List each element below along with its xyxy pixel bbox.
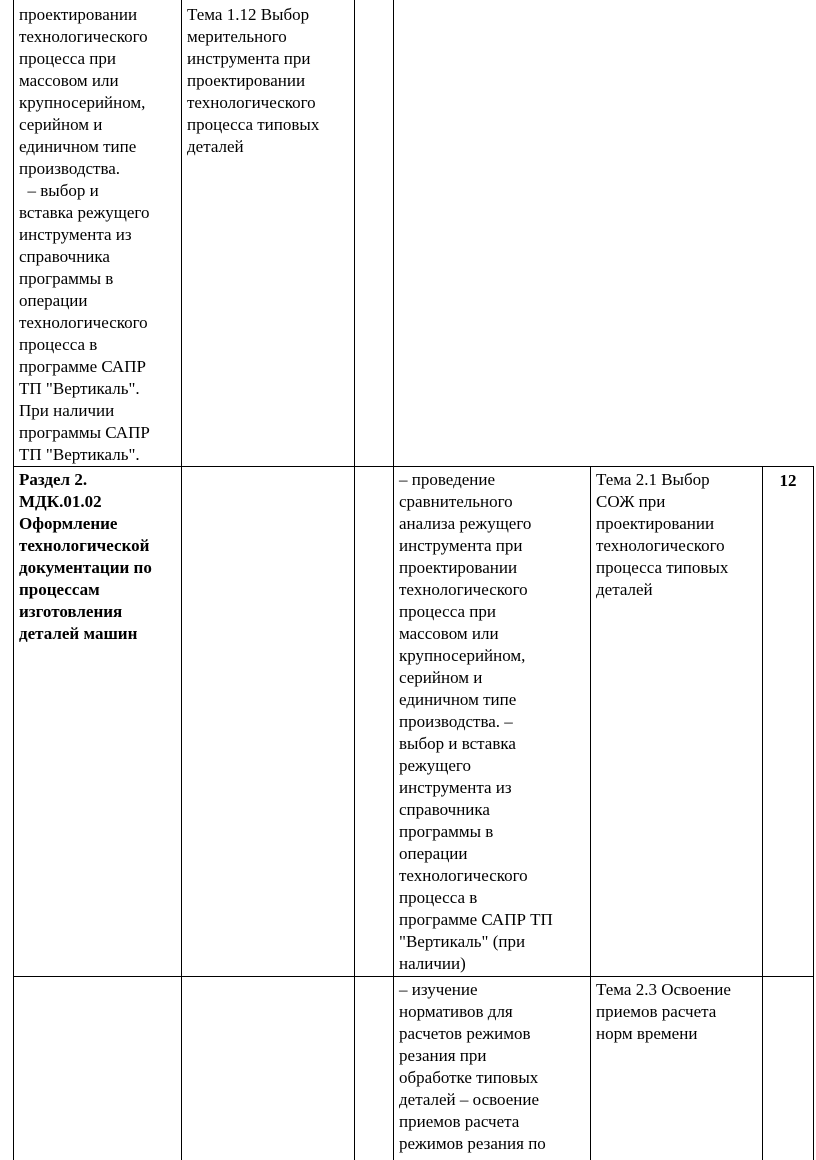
text-line: серийном и bbox=[399, 668, 483, 687]
text-line: Раздел 2. bbox=[19, 470, 88, 489]
text-line: массовом или bbox=[19, 71, 119, 90]
text-line: технологического bbox=[19, 27, 148, 46]
text-line: Тема 1.12 Выбор bbox=[187, 5, 310, 24]
text-line: приемов расчета bbox=[596, 1002, 717, 1021]
text-line: ТП "Вертикаль". bbox=[19, 445, 140, 464]
table-row-1-col1 bbox=[13, 0, 181, 466]
text-line: нормативов для bbox=[399, 1002, 513, 1021]
text-line: инструмента при bbox=[187, 49, 311, 68]
text-line: технологического bbox=[399, 866, 528, 885]
text-line: инструмента из bbox=[19, 225, 132, 244]
text-line: деталей – освоение bbox=[399, 1090, 540, 1109]
text-line: проектировании bbox=[187, 71, 306, 90]
table-row-2-section-title bbox=[13, 466, 181, 976]
text-line: единичном типе bbox=[19, 137, 137, 156]
text-line: программе САПР bbox=[19, 357, 146, 376]
table-border-col5-col6 bbox=[762, 466, 763, 1160]
text-line: программы САПР bbox=[19, 423, 150, 442]
table-row-2-topic bbox=[590, 466, 762, 976]
table-row-2-content bbox=[393, 466, 590, 976]
text-line: мерительного bbox=[187, 27, 287, 46]
text-line: деталей bbox=[187, 137, 244, 156]
text-line: режимов резания по bbox=[399, 1134, 546, 1153]
text-line: технологического bbox=[187, 93, 316, 112]
text-line: СОЖ при bbox=[596, 492, 666, 511]
text-line: процесса типовых bbox=[187, 115, 320, 134]
text-line: наличии) bbox=[399, 954, 466, 973]
text-line: расчетов режимов bbox=[399, 1024, 531, 1043]
text-line: проектировании bbox=[399, 558, 518, 577]
text-line: единичном типе bbox=[399, 690, 517, 709]
text-line: крупносерийном, bbox=[399, 646, 526, 665]
text-line: ТП "Вертикаль". bbox=[19, 379, 140, 398]
text-line: документации по bbox=[19, 558, 152, 577]
text-line: – проведение bbox=[399, 470, 496, 489]
text-line: технологической bbox=[19, 536, 150, 555]
table-border-col3-end-row1 bbox=[393, 0, 394, 466]
text-line: производства. bbox=[19, 159, 121, 178]
table-row-2-hours: 12 bbox=[779, 471, 797, 490]
text-line: вставка режущего bbox=[19, 203, 150, 222]
text-line: справочника bbox=[19, 247, 110, 266]
table-row-1-col2 bbox=[181, 0, 354, 466]
text-line: серийном и bbox=[19, 115, 103, 134]
table-border-right bbox=[813, 466, 814, 1160]
text-line: операции bbox=[19, 291, 88, 310]
text-line: режущего bbox=[399, 756, 471, 775]
text-line: операции bbox=[399, 844, 468, 863]
text-line: – изучение bbox=[399, 980, 478, 999]
text-line: справочника bbox=[399, 800, 490, 819]
text-line: массовом или bbox=[399, 624, 499, 643]
text-line: технологического bbox=[596, 536, 725, 555]
text-line: программы в bbox=[19, 269, 114, 288]
text-line: технологического bbox=[19, 313, 148, 332]
text-line: Тема 2.1 Выбор bbox=[596, 470, 710, 489]
text-line: процесса в bbox=[399, 888, 478, 907]
text-line: обработке типовых bbox=[399, 1068, 539, 1087]
text-line: Оформление bbox=[19, 514, 118, 533]
text-line: процессам bbox=[19, 580, 100, 599]
text-line: процесса при bbox=[399, 602, 496, 621]
text-line: приемов расчета bbox=[399, 1112, 520, 1131]
text-line: резания при bbox=[399, 1046, 487, 1065]
text-line: процесса типовых bbox=[596, 558, 729, 577]
text-line: процесса при bbox=[19, 49, 116, 68]
text-line: "Вертикаль" (при bbox=[399, 932, 526, 951]
text-line: Тема 2.3 Освоение bbox=[596, 980, 731, 999]
table-row-3-content bbox=[393, 976, 590, 1160]
text-line: МДК.01.02 bbox=[19, 492, 102, 511]
text-line: проектировании bbox=[596, 514, 715, 533]
text-line: анализа режущего bbox=[399, 514, 532, 533]
text-line: технологического bbox=[399, 580, 528, 599]
text-line: – выбор и bbox=[19, 181, 99, 200]
text-line: инструмента из bbox=[399, 778, 512, 797]
text-line: инструмента при bbox=[399, 536, 523, 555]
text-line: крупносерийном, bbox=[19, 93, 146, 112]
text-line: сравнительного bbox=[399, 492, 513, 511]
text-line: проектировании bbox=[19, 5, 138, 24]
text-line: выбор и вставка bbox=[399, 734, 516, 753]
table-row-3-topic bbox=[590, 976, 762, 1160]
text-line: При наличии bbox=[19, 401, 115, 420]
text-line: процесса в bbox=[19, 335, 98, 354]
text-line: изготовления bbox=[19, 602, 123, 621]
text-line: деталей bbox=[596, 580, 653, 599]
text-line: деталей машин bbox=[19, 624, 138, 643]
text-line: программе САПР ТП bbox=[399, 910, 553, 929]
text-line: производства. – bbox=[399, 712, 513, 731]
text-line: норм времени bbox=[596, 1024, 698, 1043]
table-border-col2-col3 bbox=[354, 0, 355, 1160]
text-line: программы в bbox=[399, 822, 494, 841]
